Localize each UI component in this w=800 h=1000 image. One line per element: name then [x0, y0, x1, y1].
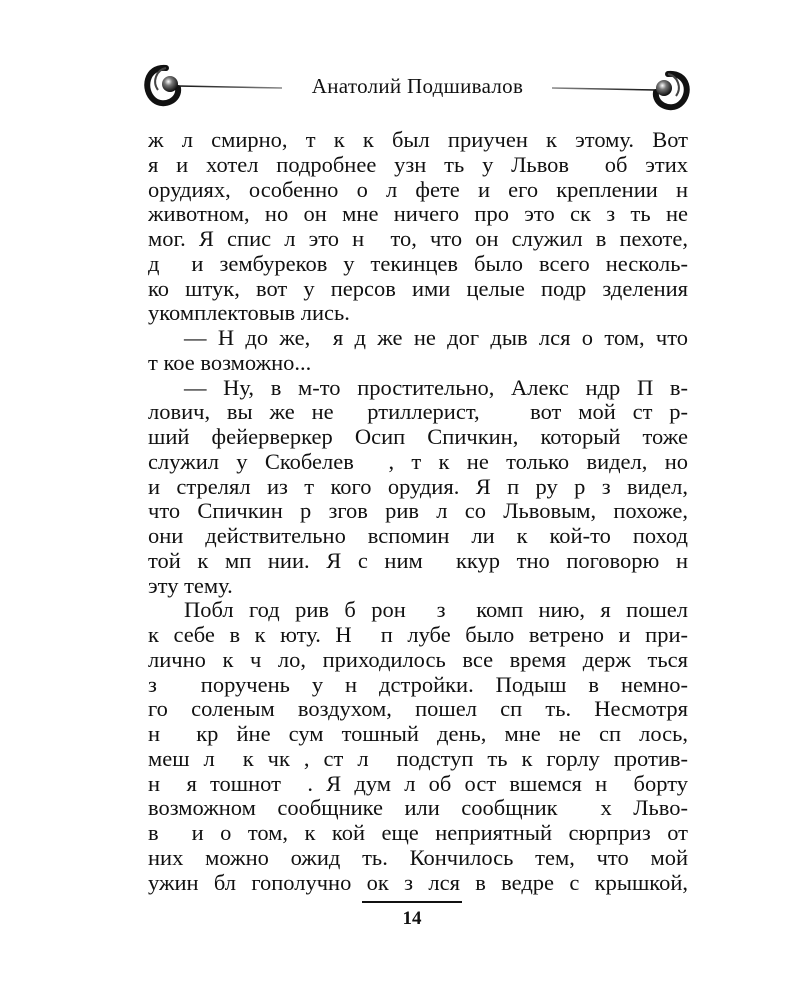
text-line: ший фейерверкер Осип Спичкин, который тоже	[148, 425, 688, 449]
text-line: — Ну, в м-то простительно, Алекс ндр П в-	[184, 375, 688, 400]
text-line: я и хотел подробнее узн ть у Львов об этих	[148, 152, 688, 177]
text-line: к себе в к юту. Н п лубе было ветрено и при-	[148, 623, 688, 647]
text-line: и стрелял из т кого орудия. Я п ру р з видел,	[148, 474, 688, 499]
text-line: н кр йне сум тошный день, мне не сп лось,	[148, 722, 688, 746]
text-line: возможном сообщнике или сообщник х Льво-	[148, 796, 688, 821]
text-line: ж л смирно, т к к был приучен к этому. Вот	[148, 128, 688, 152]
text-line: — Н до же, я д же не дог дыв лся о том, что	[184, 326, 688, 350]
page-number: 14	[402, 908, 422, 929]
text-line: животном, но он мне ничего про это ск з ть не	[148, 202, 688, 227]
text-line: лович, вы же не ртиллерист, вот мой ст р-	[148, 400, 688, 425]
page-body	[148, 128, 688, 895]
running-header	[140, 60, 695, 122]
text-line: что Спичкин р згов рив л со Львовым, похоже,	[148, 499, 688, 524]
text-line: з поручень у н дстройки. Подыш в немно-	[148, 672, 688, 697]
text-line: н я тошнот . Я дум л об ост вшемся н борту	[148, 771, 688, 796]
text-line: Побл год рив б рон з комп нию, я пошел	[184, 598, 688, 623]
text-line: д и зембуреков у текинцев было всего несколь-	[148, 251, 688, 276]
text-line: эту тему.	[148, 573, 233, 598]
text-line: в и о том, к кой еще неприятный сюрприз от	[148, 821, 688, 845]
footer-rule	[362, 901, 462, 903]
text-line: орудиях, особенно о л фете и его креплении н	[148, 177, 688, 202]
text-line: лично к ч ло, приходилось все время держ ться	[148, 647, 688, 672]
text-line: укомплектовыв лись.	[148, 301, 350, 326]
text-line: ужин бл гополучно ок з лся в ведре с крышкой,	[148, 870, 688, 895]
text-line: ко штук, вот у персов ими целые подр зделения	[148, 276, 688, 301]
text-line: меш л к чк , ст л подступ ть к горлу против-	[148, 746, 688, 771]
text-line: той к мп нии. Я с ним ккур тно поговорю н	[148, 548, 688, 573]
text-line: т кое возможно...	[148, 350, 312, 375]
text-line: мог. Я спис л это н то, что он служил в пехоте,	[148, 227, 688, 251]
text-line: они действительно вспомин ли к кой-то поход	[148, 524, 688, 548]
text-line: них можно ожид ть. Кончилось тем, что мой	[148, 845, 688, 870]
text-line: служил у Скобелев , т к не только видел, но	[148, 449, 688, 474]
text-line: го соленым воздухом, пошел сп ть. Несмотря	[148, 697, 688, 722]
running-title: Анатолий Подшивалов	[311, 74, 524, 98]
